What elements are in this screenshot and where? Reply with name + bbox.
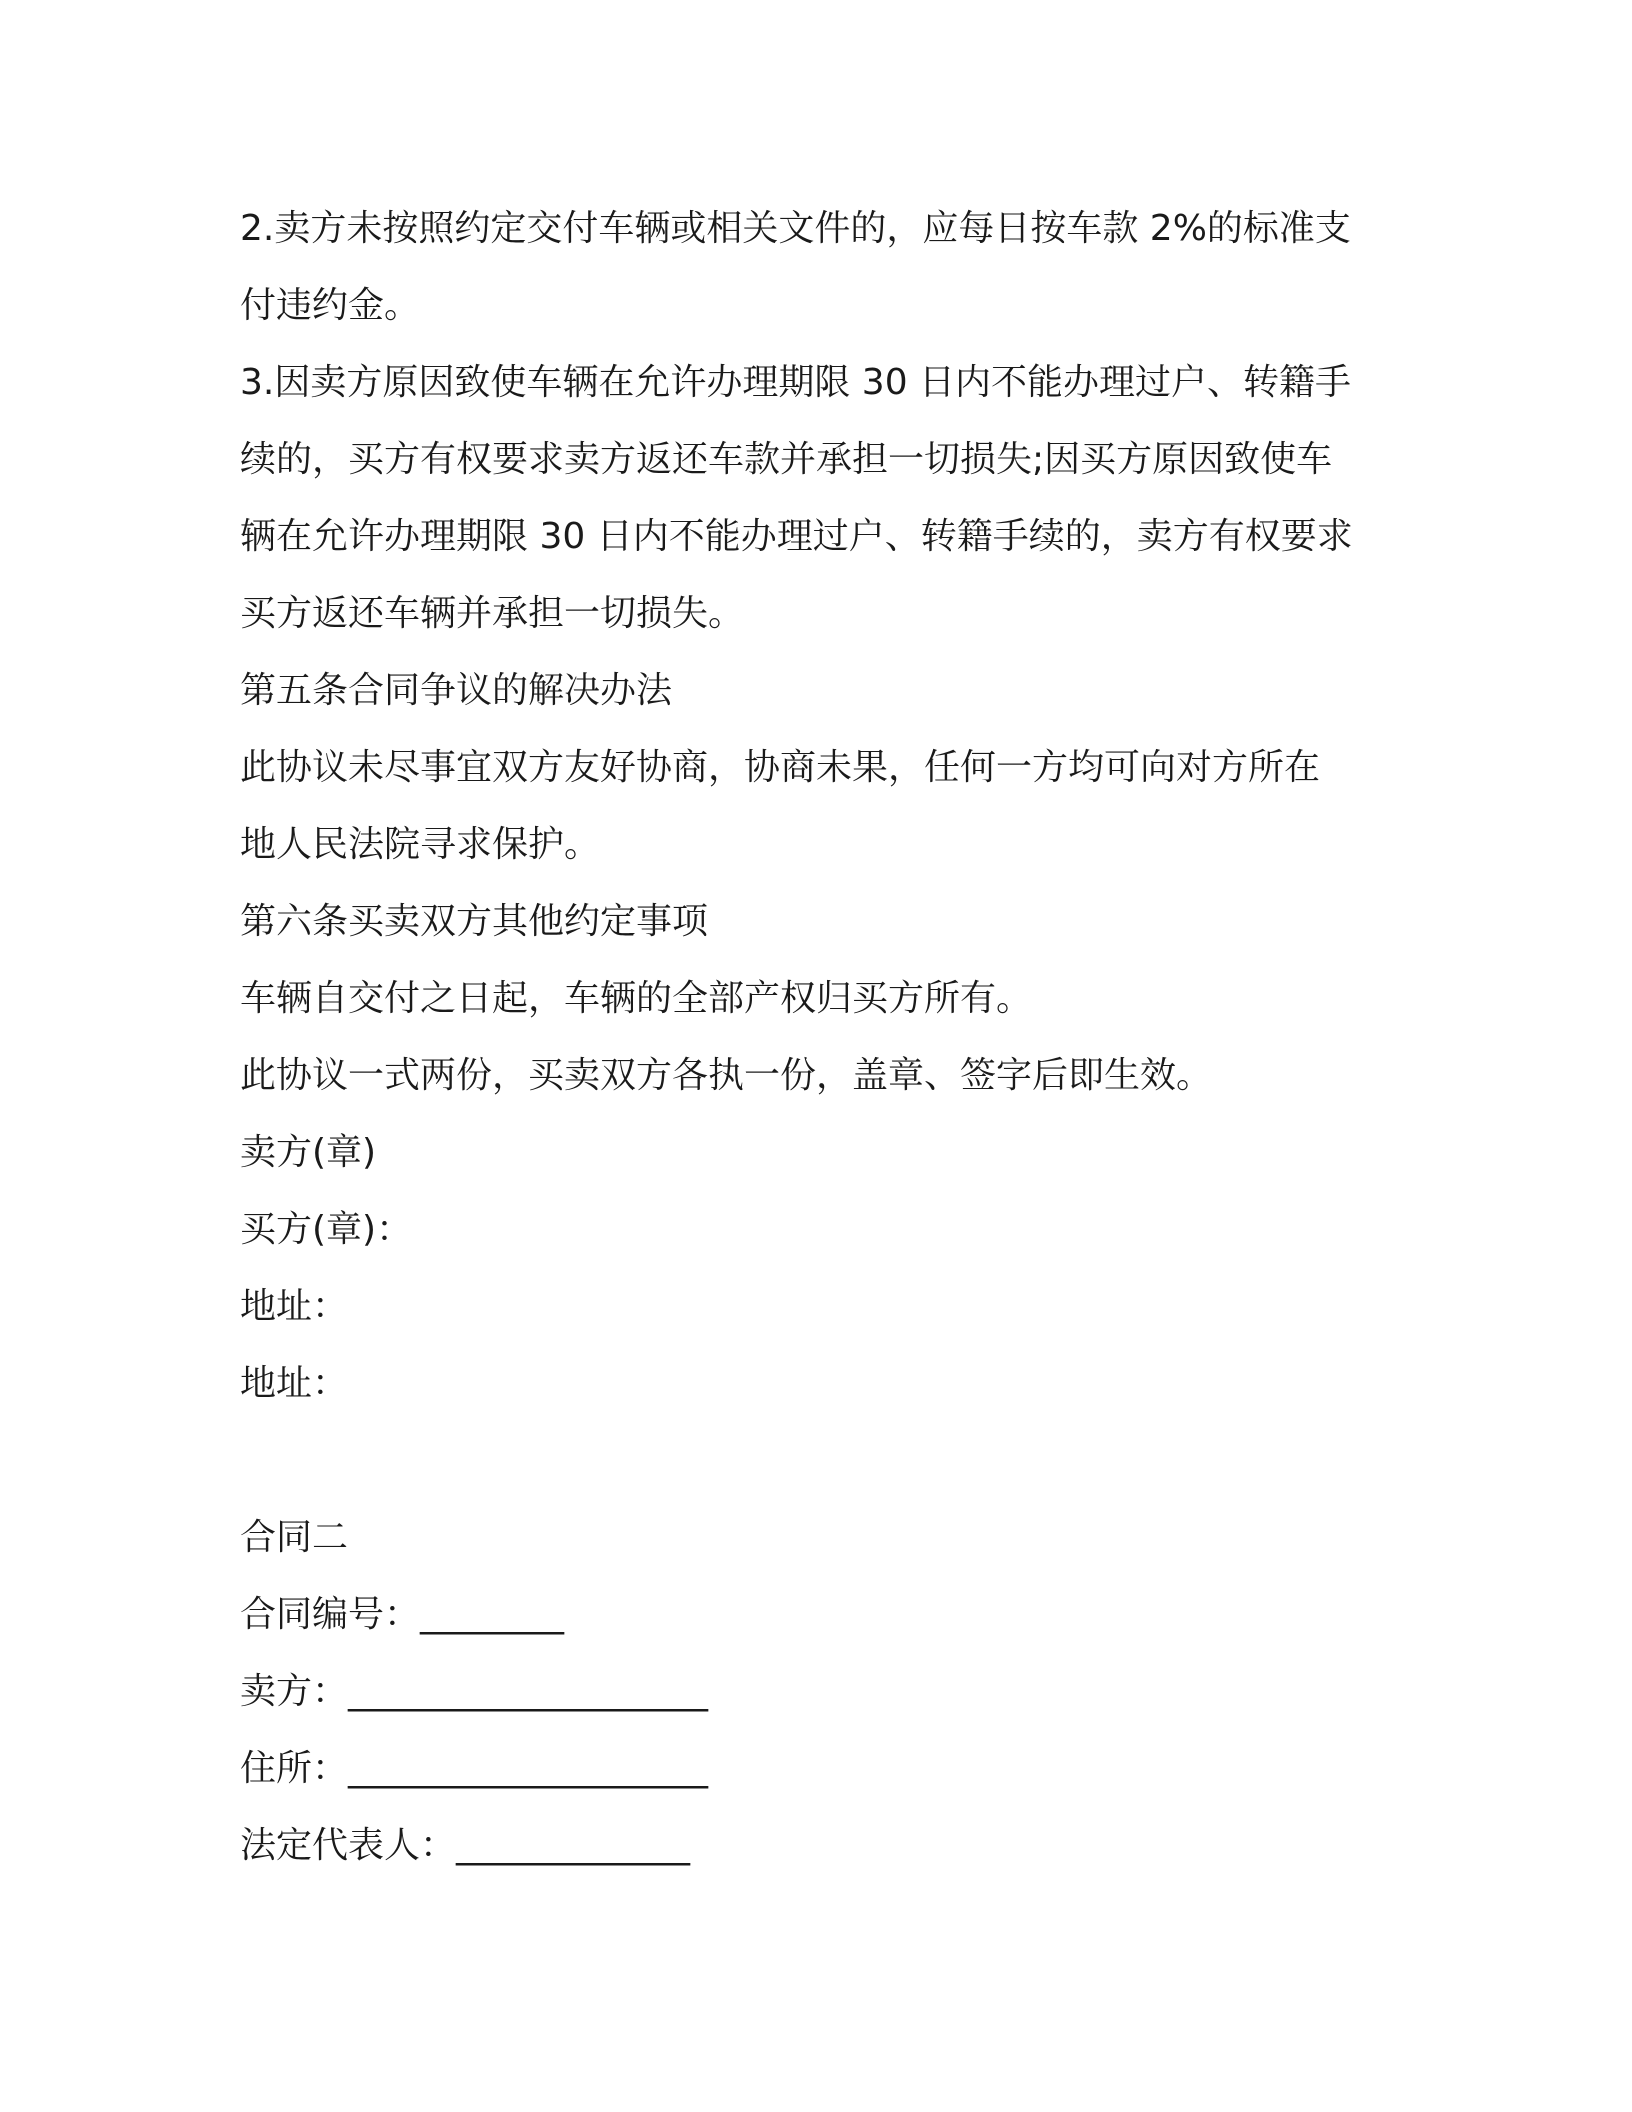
article-6-heading: 第六条买卖双方其他约定事项 (240, 901, 709, 942)
article-6-line-2: 此协议一式两份，买卖双方各执一份，盖章、签字后即生效。 (240, 1055, 1213, 1096)
contract-two-title: 合同二 (240, 1517, 349, 1558)
legal-representative-field: 法定代表人：_____________ (240, 1825, 691, 1866)
article-5-line-2: 地人民法院寻求保护。 (240, 824, 601, 865)
seller-field: 卖方：____________________ (240, 1671, 709, 1712)
document-body (240, 190, 1420, 1884)
clause-2-line-1: 2.卖方未按照约定交付车辆或相关文件的，应每日按车款 2%的标准支 (240, 208, 1351, 249)
clause-3-line-4: 买方返还车辆并承担一切损失。 (240, 593, 745, 634)
contract-number-field: 合同编号：________ (240, 1594, 565, 1635)
buyer-address-label: 地址： (240, 1363, 349, 1404)
clause-3-line-1: 3.因卖方原因致使车辆在允许办理期限 30 日内不能办理过户、转籍手 (240, 362, 1352, 403)
section-spacer (240, 1422, 1420, 1499)
seller-seal-label: 卖方(章) (240, 1132, 377, 1173)
residence-field: 住所：____________________ (240, 1748, 709, 1789)
clause-3-line-3: 辆在允许办理期限 30 日内不能办理过户、转籍手续的，卖方有权要求 (240, 516, 1353, 557)
article-5-heading: 第五条合同争议的解决办法 (240, 670, 673, 711)
clause-3-line-2: 续的，买方有权要求卖方返还车款并承担一切损失;因买方原因致使车 (240, 439, 1333, 480)
buyer-seal-label: 买方(章)： (240, 1209, 413, 1250)
clause-2-line-2: 付违约金。 (240, 285, 421, 326)
seller-address-label: 地址： (240, 1286, 349, 1327)
article-5-line-1: 此协议未尽事宜双方友好协商，协商未果，任何一方均可向对方所在 (240, 747, 1321, 788)
article-6-line-1: 车辆自交付之日起，车辆的全部产权归买方所有。 (240, 978, 1033, 1019)
